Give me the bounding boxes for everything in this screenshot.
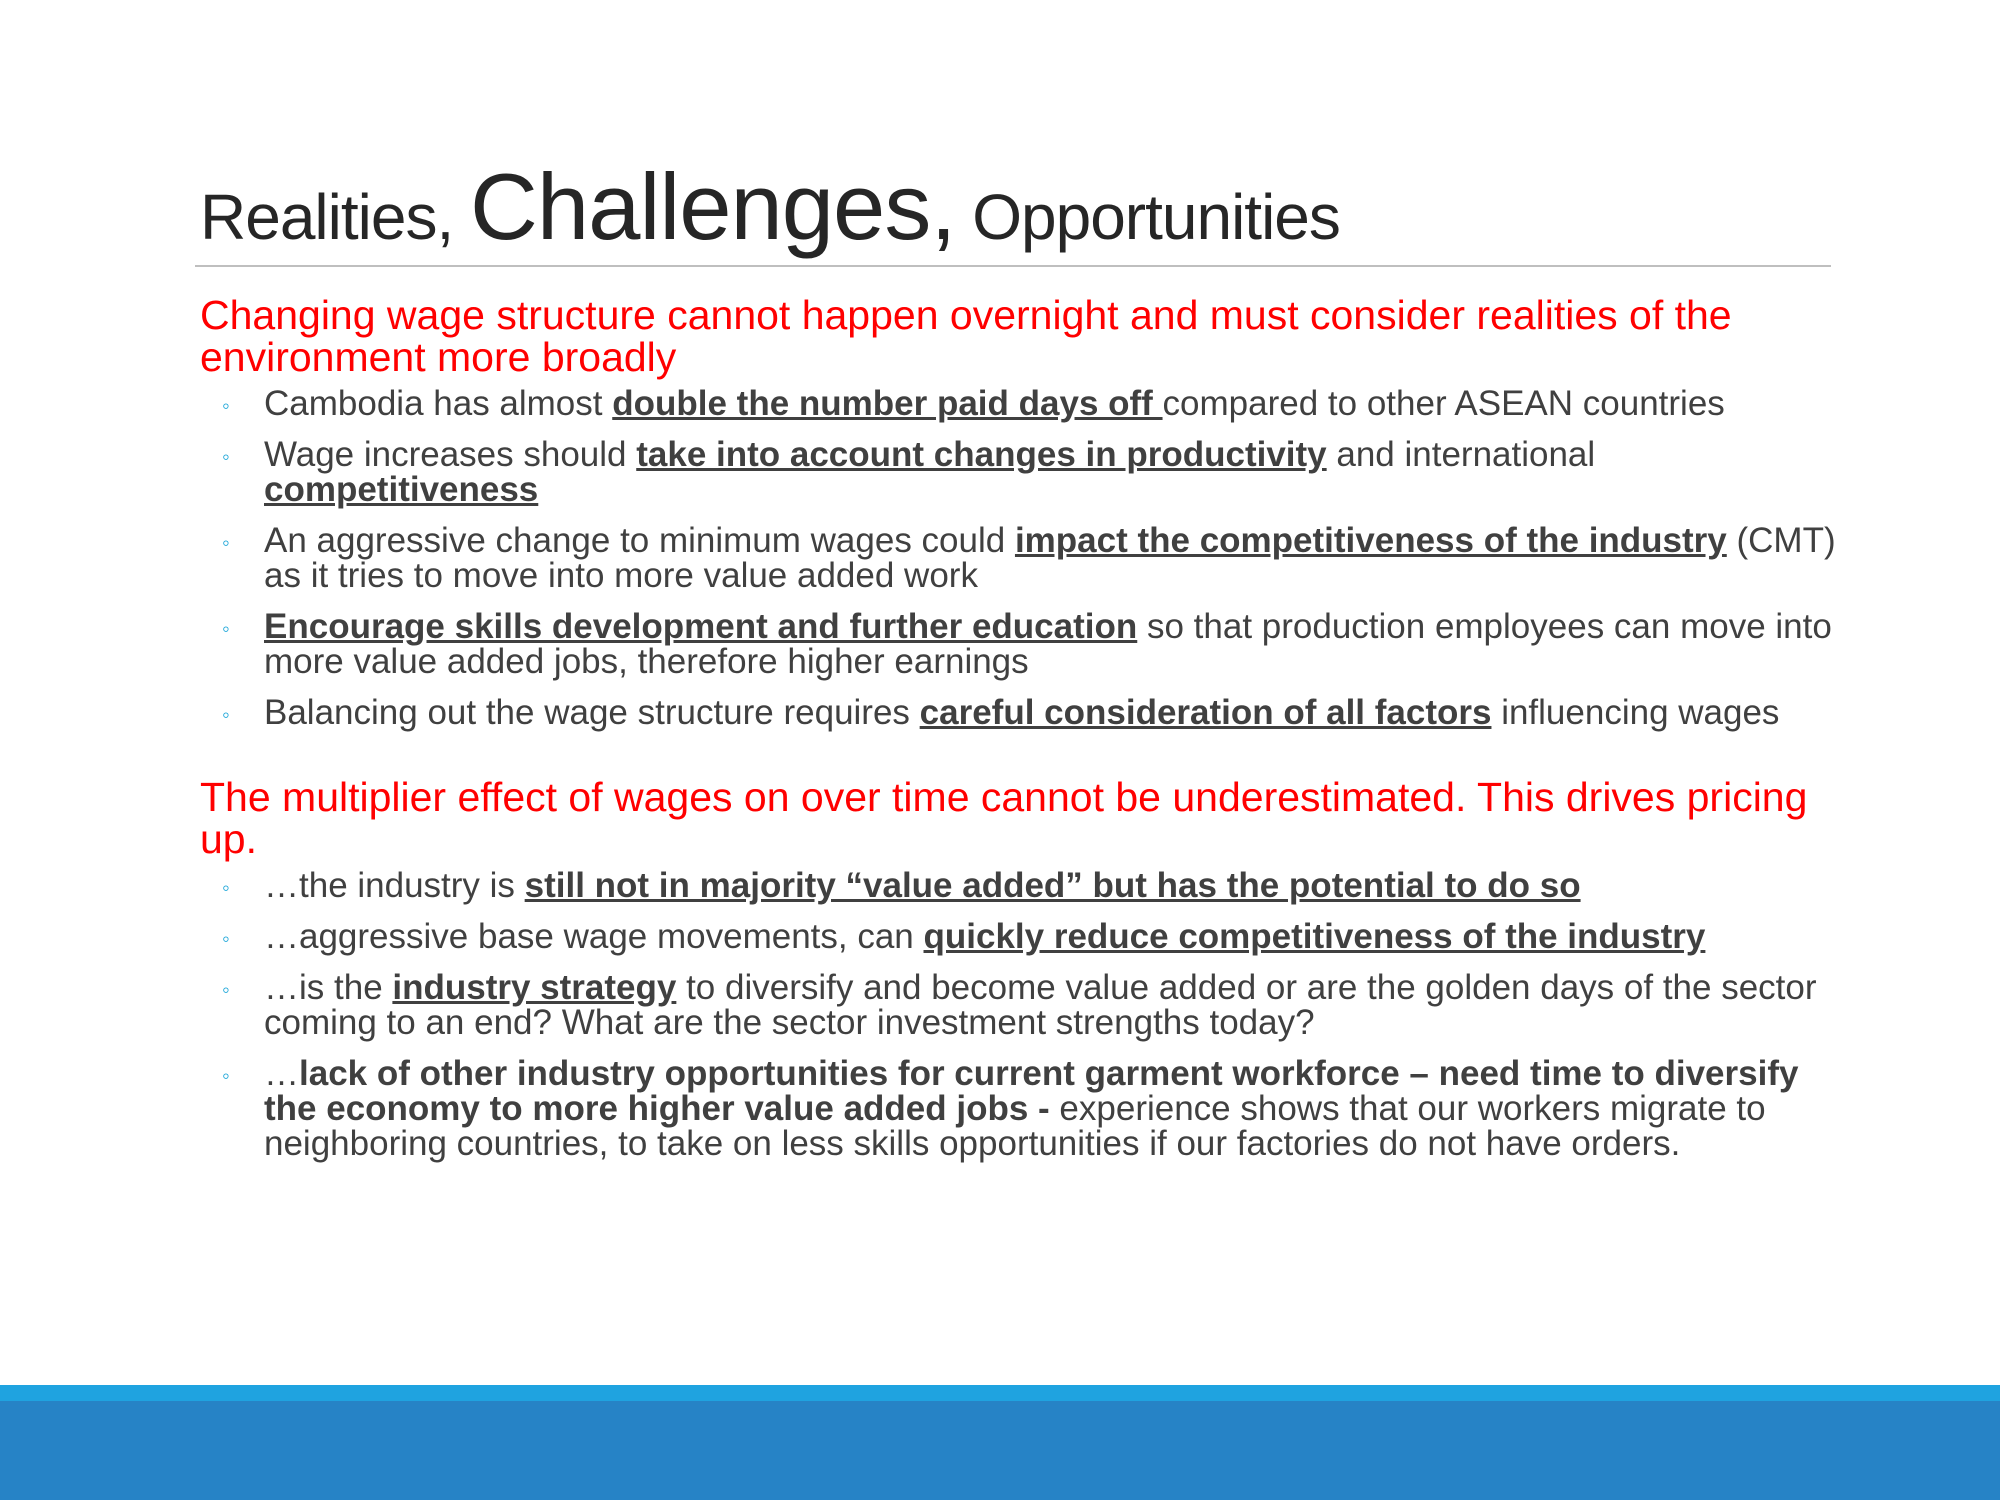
bullet-text: Wage increases should [264,435,637,474]
title-realities: Realities, [200,181,470,253]
bullet-skills-development [200,609,1840,679]
bullet-emphasis: still not in majority “value added” but has the potential to do so [524,866,1581,905]
bullet-circle-icon: ◦ [222,926,230,951]
title-challenges: Challenges, [470,154,956,259]
slide-content [200,294,1840,1177]
bullet-text: experience shows that our workers migrate to neighboring countries, to take on less skills opportunities if our factories do not have orders. [264,1089,1766,1163]
bullet-industry-strategy [200,970,1840,1040]
bullet-circle-icon: ◦ [222,444,230,469]
bullet-text: and international [1326,435,1596,474]
bullet-balancing-wage [200,695,1840,730]
section-spacer [200,746,1840,776]
bullet-text: (CMT) as it tries to move into more value added work [264,521,1836,595]
bullet-text: so that production employees can move into more value added jobs, therefore higher earnings [264,607,1832,681]
bullet-circle-icon: ◦ [222,702,230,727]
bullet-emphasis: industry strategy [392,968,677,1007]
bullet-paid-days-off [200,386,1840,421]
bullet-text: influencing wages [1491,693,1780,732]
bullet-text: compared to other ASEAN countries [1162,384,1725,423]
bullet-emphasis: double the number paid days off [612,384,1163,423]
bullet-emphasis: Encourage skills development and further education [264,607,1138,646]
bullet-text: An aggressive change to minimum wages could [264,521,1015,560]
bullet-list-multiplier-effect [200,868,1840,1161]
title-opportunities: Opportunities [955,181,1340,253]
bullet-circle-icon: ◦ [222,616,230,641]
bullet-emphasis: impact the competitiveness of the industry [1014,521,1727,560]
bullet-text: …aggressive base wage movements, can [264,917,924,956]
bullet-strong: lack of other industry opportunities for current garment workforce – need time to diversify the economy to more higher value added jobs - [264,1054,1799,1128]
bullet-emphasis: competitiveness [264,470,539,509]
bullet-minimum-wages [200,523,1840,593]
bullet-text: Cambodia has almost [264,384,613,423]
bullet-text: …is the [264,968,393,1007]
section-heading-multiplier-effect: The multiplier effect of wages on over time cannot be underestimated. This drives pricing up. [200,774,1808,862]
section-heading-wage-structure: Changing wage structure cannot happen overnight and must consider realities of the environment more broadly [200,292,1732,380]
bullet-list-wage-structure [200,386,1840,730]
bullet-circle-icon: ◦ [222,977,230,1002]
bullet-text: Balancing out the wage structure requires [264,693,920,732]
bullet-emphasis: quickly reduce competitiveness of the industry [923,917,1706,956]
footer-band [0,1401,2000,1500]
bullet-emphasis: take into account changes in productivity [636,435,1327,474]
bullet-value-added [200,868,1840,903]
bullet-circle-icon: ◦ [222,393,230,418]
bullet-base-wage-movements [200,919,1840,954]
bullet-productivity [200,437,1840,507]
bullet-circle-icon: ◦ [222,530,230,555]
bullet-emphasis: careful consideration of all factors [919,693,1492,732]
bullet-circle-icon: ◦ [222,1063,230,1088]
bullet-workforce-opportunities [200,1056,1840,1161]
bullet-text: …the industry is [264,866,525,905]
bullet-circle-icon: ◦ [222,875,230,900]
title-divider [195,265,1831,267]
slide-title [200,154,1340,259]
bullet-text: to diversify and become value added or are the golden days of the sector coming to an end? What are the sector investment strengths today? [264,968,1817,1042]
bullet-text: … [264,1054,299,1093]
footer-accent-stripe [0,1385,2000,1401]
